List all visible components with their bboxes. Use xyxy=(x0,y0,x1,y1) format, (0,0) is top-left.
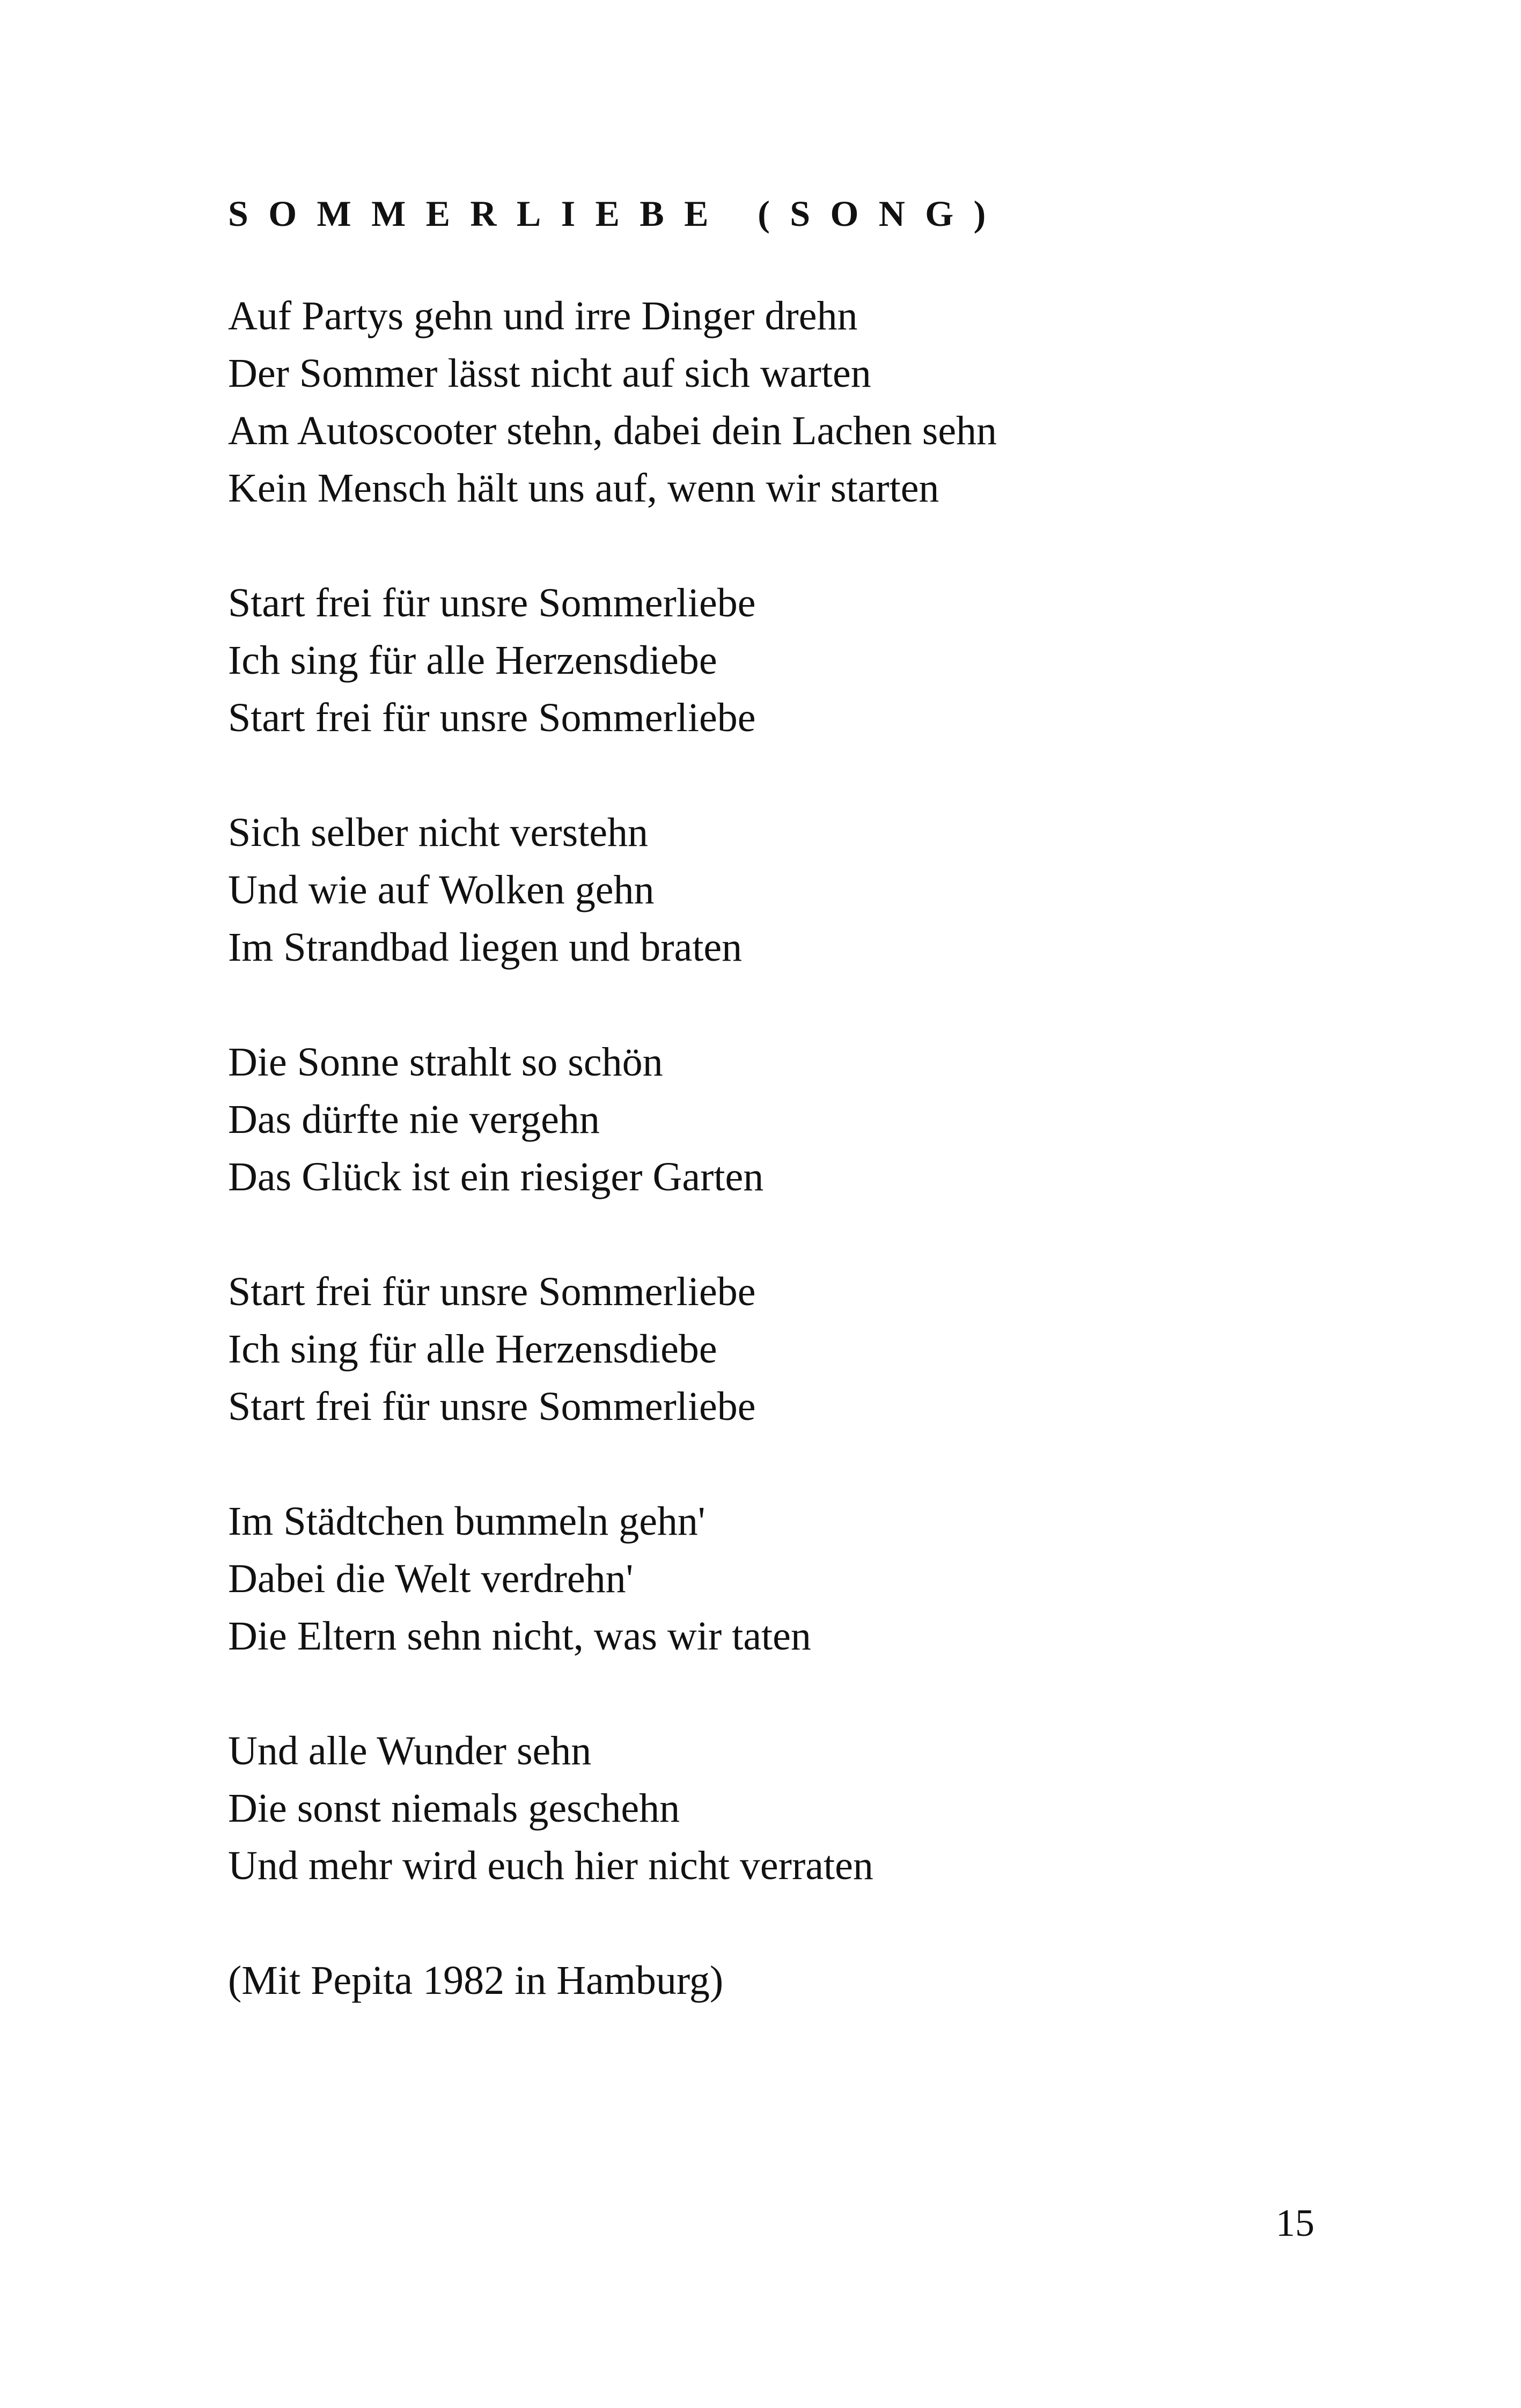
poem-line: Ich sing für alle Herzensdiebe xyxy=(228,638,717,683)
poem-line: Das Glück ist ein riesiger Garten xyxy=(228,1154,764,1199)
poem-line: Start frei für unsre Sommerliebe xyxy=(228,1384,756,1429)
poem-line: Ich sing für alle Herzensdiebe xyxy=(228,1327,717,1372)
poem-line: Die Sonne strahlt so schön xyxy=(228,1040,663,1085)
poem-line: Am Autoscooter stehn, dabei dein Lachen sehn xyxy=(228,408,997,453)
stanza-1 xyxy=(228,288,1355,517)
poem-line: Der Sommer lässt nicht auf sich warten xyxy=(228,351,871,396)
poem-line: Und wie auf Wolken gehn xyxy=(228,867,655,912)
poem-line: Kein Mensch hält uns auf, wenn wir starten xyxy=(228,466,939,511)
poem-line: Die Eltern sehn nicht, was wir taten xyxy=(228,1614,811,1659)
poem-line: Start frei für unsre Sommerliebe xyxy=(228,580,756,625)
poem-line: Dabei die Welt verdrehn' xyxy=(228,1556,634,1601)
poem-title: SOMMERLIEBE (SONG) xyxy=(228,193,1006,234)
stanza-6 xyxy=(228,1493,1355,1665)
poem-line: Start frei für unsre Sommerliebe xyxy=(228,695,756,740)
poem-line: Sich selber nicht verstehn xyxy=(228,810,649,855)
poem-body xyxy=(228,288,1355,2009)
poem-line: Das dürfte nie vergehn xyxy=(228,1097,600,1142)
poem-line: Im Städtchen bummeln gehn' xyxy=(228,1499,706,1544)
poem-line: Auf Partys gehn und irre Dinger drehn xyxy=(228,293,858,338)
stanza-3 xyxy=(228,804,1355,976)
stanza-4 xyxy=(228,1034,1355,1206)
stanza-2 xyxy=(228,575,1355,747)
poem-line: Im Strandbad liegen und braten xyxy=(228,925,743,970)
poem-line: Die sonst niemals geschehn xyxy=(228,1786,680,1831)
poem-line: Und alle Wunder sehn xyxy=(228,1728,592,1773)
poem-line: Start frei für unsre Sommerliebe xyxy=(228,1269,756,1314)
poem-line: Und mehr wird euch hier nicht verraten xyxy=(228,1843,873,1888)
stanza-5 xyxy=(228,1263,1355,1435)
page-number: 15 xyxy=(1276,2201,1314,2244)
attribution-note: (Mit Pepita 1982 in Hamburg) xyxy=(228,1958,724,2003)
stanza-7 xyxy=(228,1722,1355,1895)
